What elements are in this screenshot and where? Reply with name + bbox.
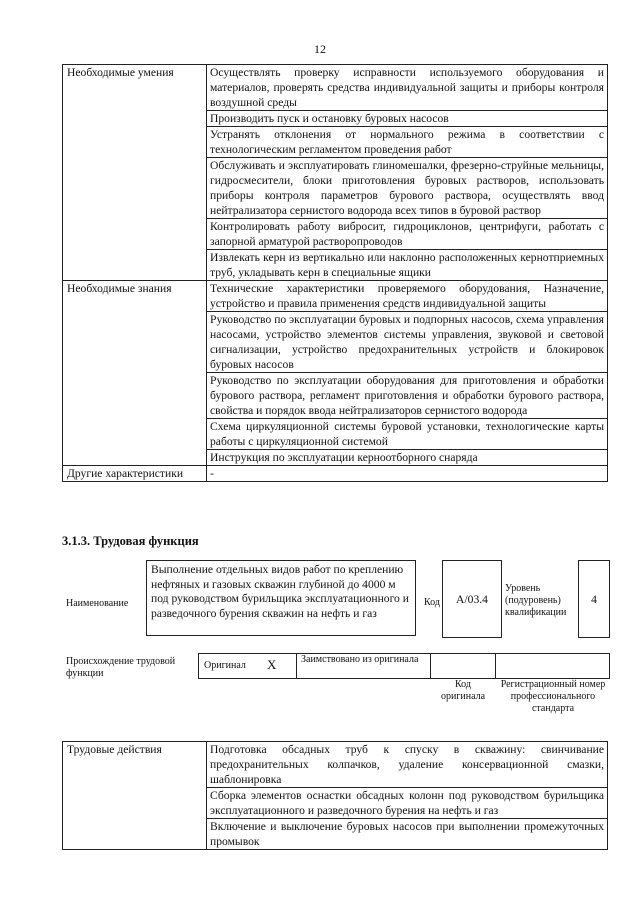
table-cell: Инструкция по эксплуатации керноотборного снаряда	[207, 450, 608, 466]
reg-caption: Регистрационный номер профессионального стандарта	[500, 679, 606, 714]
origin-label: Происхождение трудовой функции	[66, 656, 176, 679]
actions-table	[62, 741, 608, 850]
name-label: Наименование	[66, 598, 129, 609]
table-cell: Устранять отклонения от нормального режима в соответствии с технологическим регламентом проведения работ	[207, 127, 608, 158]
code-label: Код	[424, 597, 440, 608]
function-code-box	[442, 560, 502, 638]
table-cell: Извлекать керн из вертикально или наклонно расположенных кернотприемных труб, укладывать керн в специальные ящики	[207, 250, 608, 281]
original-mark: Х	[267, 657, 277, 672]
row-label: Необходимые умения	[63, 65, 207, 281]
row-label: Другие характеристики	[63, 466, 207, 482]
level-box	[578, 560, 610, 638]
level-label: Уровень (подуровень) квалификации	[505, 583, 567, 618]
table-cell: Схема циркуляционной системы буровой установки, технологические карты работы с циркуляционной системой	[207, 419, 608, 450]
table-cell: Обслуживать и эксплуатировать глиномешалки, фрезерно-струйные мельницы, гидросмесители, блоки приготовления буровых растворов, использовать приборы контроля параметров бурового раствора, осуществлять ввод нейтрализатора сернистого водорода всех типов в буровой раствор	[207, 158, 608, 219]
table-cell: Осуществлять проверку исправности используемого оборудования и материалов, проверять средства индивидуальной защиты и приборы контроля воздушной среды	[207, 65, 608, 111]
table-row	[63, 65, 608, 111]
code-caption: Код оригинала	[440, 679, 486, 702]
table-cell: -	[207, 466, 608, 482]
borrowed-label: Заимствовано из оригинала	[301, 654, 419, 665]
divider	[495, 653, 496, 678]
original-label: Оригинал	[204, 660, 246, 671]
table-cell: Технические характеристики проверяемого оборудования, Назначение, устройство и правила применения средств индивидуальной защиты	[207, 281, 608, 312]
row-label: Трудовые действия	[63, 742, 207, 850]
section-title: 3.1.3. Трудовая функция	[62, 534, 199, 548]
table-cell: Подготовка обсадных труб к спуску в скважину: свинчивание предохранительных колпачков, удаление консервационной смазки, шаблонировка	[207, 742, 608, 788]
requirements-table	[62, 64, 608, 482]
function-code: А/03.4	[456, 592, 488, 606]
level-value: 4	[591, 592, 597, 606]
row-label: Необходимые знания	[63, 281, 207, 466]
table-cell: Руководство по эксплуатации оборудования для приготовления и обработки бурового раствора, регламент приготовления и обработки бурового раствора, свойства и порядок ввода нейтрализаторов сернистого водорода	[207, 373, 608, 419]
table-row	[63, 466, 608, 482]
table-row	[63, 281, 608, 312]
function-name-box: Выполнение отдельных видов работ по креплению нефтяных и газовых скважин глубиной до 4000 м под руководством бурильщика эксплуатационного и разведочного бурения скважин на нефть и газ	[146, 560, 416, 636]
table-row	[63, 742, 608, 788]
divider	[430, 653, 431, 678]
table-cell: Производить пуск и остановку буровых насосов	[207, 111, 608, 127]
page-number: 12	[314, 42, 326, 56]
table-cell: Включение и выключение буровых насосов при выполнении промежуточных промывок	[207, 819, 608, 850]
table-cell: Руководство по эксплуатации буровых и подпорных насосов, схема управления насосами, устройство элементов системы управления, звуковой и световой сигнализации, устройство предохранительных устройств и блокировок буровых насосов	[207, 312, 608, 373]
table-cell: Контролировать работу вибросит, гидроциклонов, центрифуги, работать с запорной арматурой растворопроводов	[207, 219, 608, 250]
divider	[296, 653, 297, 678]
table-cell: Сборка элементов оснастки обсадных колонн под руководством бурильщика эксплуатационного и разведочного бурения на нефть и газ	[207, 788, 608, 819]
